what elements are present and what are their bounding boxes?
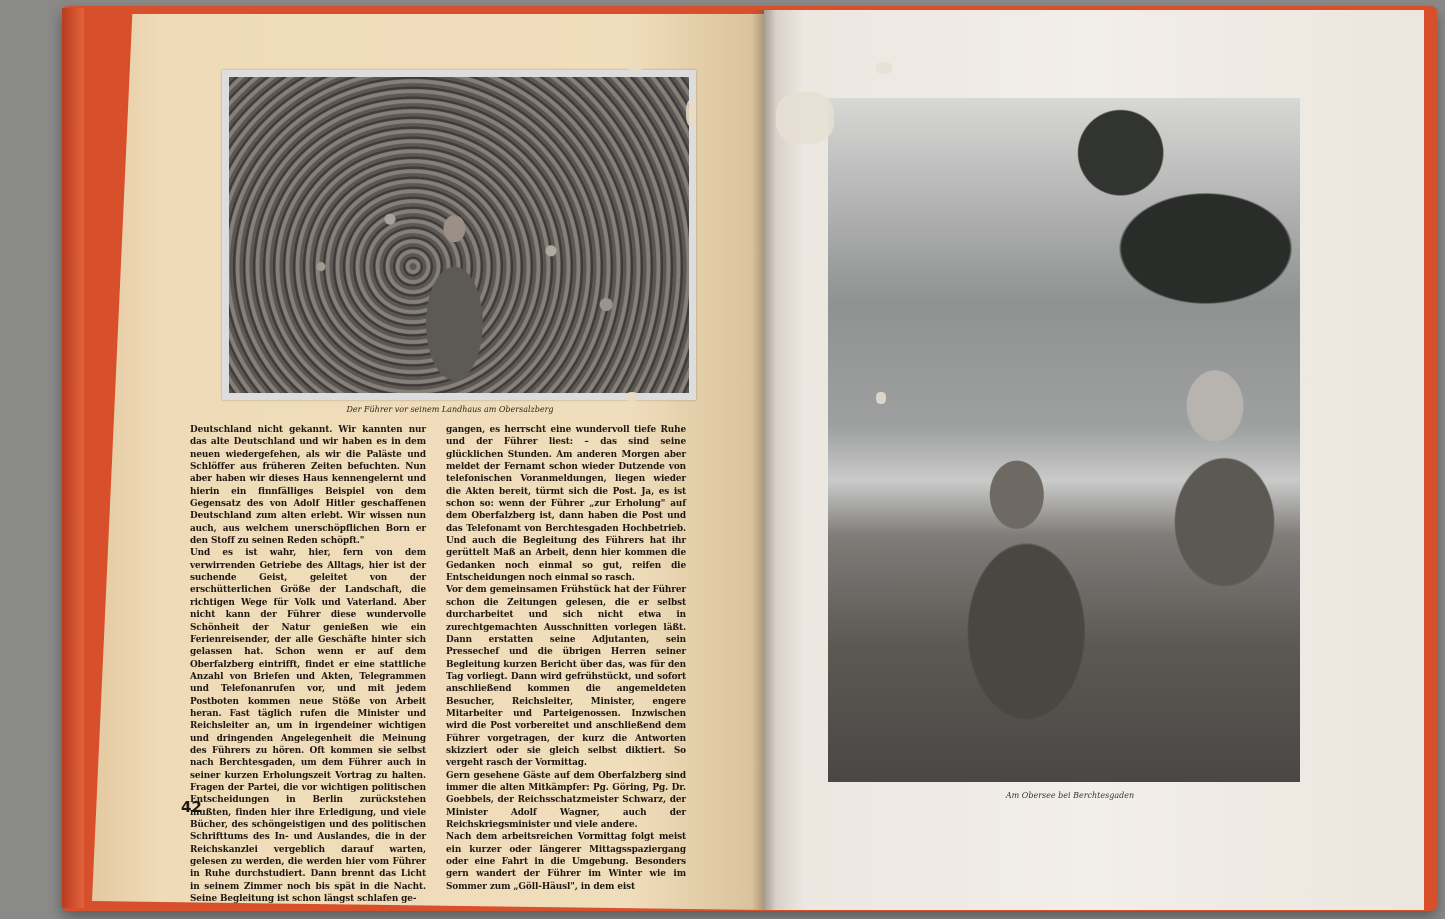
paper-stain <box>776 92 834 144</box>
lake-portrait-image <box>828 98 1300 782</box>
paragraph: Nach dem arbeitsreichen Vormittag folgt meist ein kurzer oder längerer Mittagsspaziergang oder eine Fahrt in die Umgebung. Besonders gern wandert der Führer im Winter wie im Sommer zum „Göll-Häusl", in dem eist <box>446 832 686 892</box>
paper-stain <box>626 392 638 402</box>
text-column-1 <box>190 424 426 905</box>
paragraph: Und es ist wahr, hier, fern von dem verwirrenden Getriebe des Alltags, hier ist der suchende Geist, geleitet von der erschütterlichen Größe der Landschaft, die richtigen Wege für Volk und Vaterland. Aber nicht kann der Führer diese wundervolle Schönheit der Natur genießen wie ein Ferienreisender, der alle Geschäfte hinter sich gelassen hat. Schon wenn er auf dem Oberfalzberg eintrifft, findet er eine stattliche Anzahl von Briefen und Akten, Telegrammen und Telefonanrufen vor, und mit jedem Postboten kommen neue Stöße von Arbeit heran. Fast täglich rufen die Minister und Reichsleiter an, um in irgendeiner wichtigen und dringenden Angelegenheit die Meinung des Führers zu hören. Oft kommen sie selbst nach Berchtesgaden, um dem Führer auch in seiner kurzen Erholungszeit Vortrag zu halten. Fragen der Partei, die vor wichtigen politischen Entscheidungen in Berlin zurückstehen mußten, finden hier ihre Erledigung, und viele Bücher, des schöngeistigen und des politischen Schrifttums des In- und Auslandes, die in der Reichskanzlei vergeblich darauf warten, gelesen zu werden, die werden hier vom Führer in Ruhe durchstudiert. Dann brennt das Licht in seinem Zimmer noch bis spät in die Nacht. Seine Begleitung ist schon längst schlafen ge- <box>190 548 426 905</box>
paragraph: Vor dem gemeinsamen Frühstück hat der Führer schon die Zeitungen gelesen, die er selbst durcharbeitet und sich nicht etwa in zurechtgemachten Ausschnitten vorlegen läßt. Dann erstatten seine Adjutanten, sein Pressechef und die übrigen Herren seiner Begleitung kurzen Bericht über das, was für den Tag vorliegt. Dann wird gefrühstückt, und sofort anschließend kommen die angemeldeten Besucher, Reichsleiter, Minister, engere Mitarbeiter und Parteigenossen. Inzwischen wird die Post vorbereitet und anschließend dem Führer vorgetragen, der kurz die Antworten skizziert oder sie gleich selbst diktiert. So vergeht rasch der Vormittag. <box>446 585 686 769</box>
photo-caption-left: Der Führer vor seinem Landhaus am Obersalzberg <box>346 405 554 414</box>
paragraph: Deutschland nicht gekannt. Wir kannten nur das alte Deutschland und wir haben es in dem neuen wiedergefehen, als wir die Paläste und Schlöffer aus früheren Zeiten befuchten. Nun aber haben wir dieses Haus kennengelernt und hierin ein finnfälliges Beispiel von dem Gegensatz des von Adolf Hitler geschaffenen Deutschland zum alten erlebt. Wir wissen nun auch, aus welchem unerschöpflichen Born er den Stoff zu seinen Reden schöpft." <box>190 425 426 547</box>
text-column-2 <box>446 424 686 893</box>
crowd-photo-image <box>229 77 689 393</box>
book-gutter <box>752 10 776 910</box>
paragraph: gangen, es herrscht eine wundervoll tiefe Ruhe und der Führer liest: – das sind seine glücklichen Stunden. Am anderen Morgen aber meldet der Fernamt schon wieder Dutzende von telefonischen Voranmeldungen, liegen wieder die Akten bereit, türmt sich die Post. Ja, es ist schon so: wenn der Führer „zur Erholung" auf dem Oberfalzberg ist, dann haben die Post und das Telefonamt von Berchtesgaden Hochbetrieb. Und auch die Begleitung des Führers hat ihr gerüttelt Maß an Arbeit, denn hier kommen die Gedanken noch einmal so gut, reifen die Entscheidungen noch einmal so rasch. <box>446 425 686 584</box>
crowd-photo <box>222 70 696 400</box>
lake-portrait-photo <box>828 98 1300 782</box>
paper-stain <box>876 392 886 404</box>
paragraph: Gern gesehene Gäste auf dem Oberfalzberg sind immer die alten Mitkämpfer: Pg. Göring, Pg. Dr. Goebbels, der Reichsschatzmeister Schwarz, der Minister Adolf Wagner, auch der Reichskriegsminister und viele andere. <box>446 770 686 830</box>
paper-stain <box>686 100 696 126</box>
paper-stain <box>628 62 642 72</box>
cover-edge <box>62 8 84 908</box>
page-number: 42 <box>181 798 202 816</box>
paper-stain <box>876 62 892 74</box>
photo-caption-right: Am Obersee bei Berchtesgaden <box>1005 791 1135 800</box>
